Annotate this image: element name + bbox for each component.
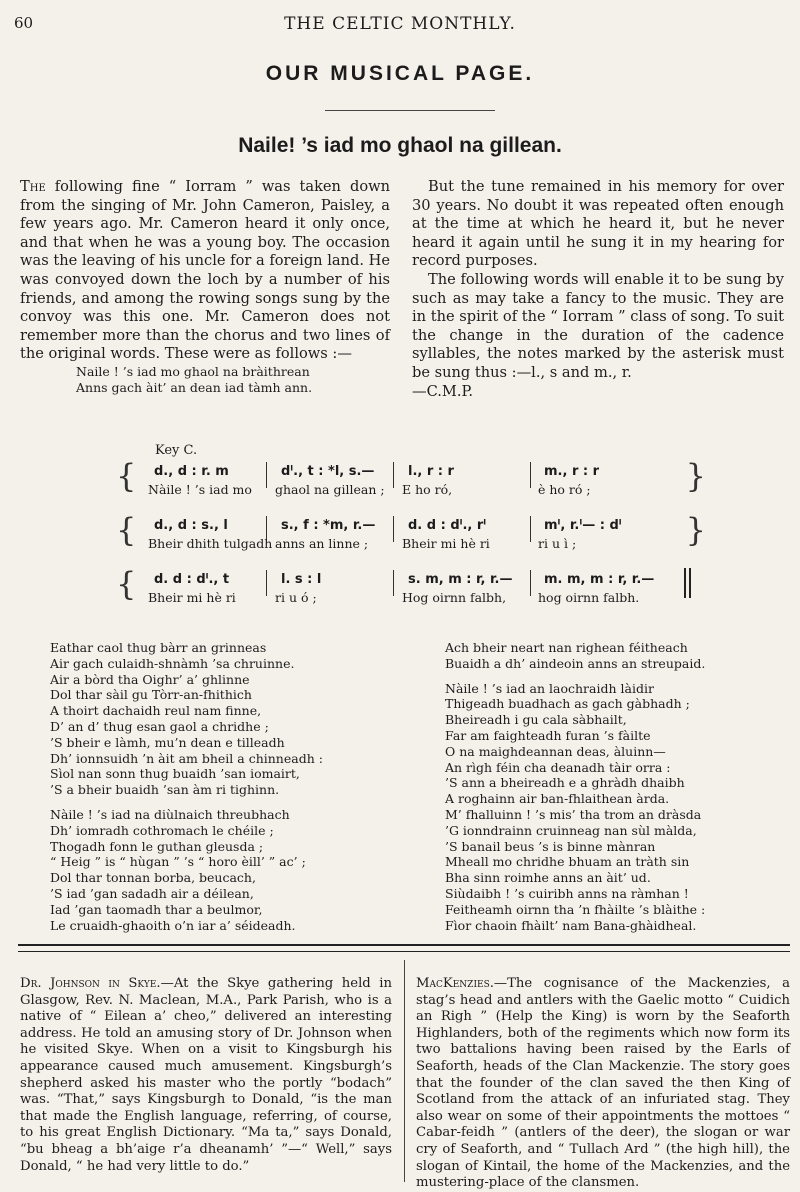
- verse-line: ’S iad ’gan sadadh air a déilean,: [50, 885, 254, 901]
- verse-line: Buaidh a dh’ aindeoin anns an streupaid.: [445, 655, 706, 671]
- signature: —C.M.P.: [412, 382, 473, 400]
- stanza: [445, 681, 785, 934]
- verse-line: Thigeadh buadhach as gach gàbhadh ;: [445, 696, 690, 712]
- music-key: Key C.: [155, 443, 198, 458]
- brace-open: {: [116, 565, 137, 603]
- verse-line: A thoirt dachaidh reul nam finne,: [50, 703, 262, 719]
- sol-fa-notes: l., r : r: [408, 464, 454, 479]
- verse-line: ’S banail beus ’s is binne mànran: [445, 838, 656, 854]
- verse-line: Feitheamh oirnn tha ’n fhàilte ’s blàithe :: [445, 901, 706, 917]
- section-title: OUR MUSICAL PAGE.: [265, 62, 535, 85]
- verse-line: Air gach culaidh-shnàmh ’sa chruinne.: [50, 655, 295, 671]
- verse-line: Fìor chaoin fhàilt’ nam Bana-ghàidheal.: [445, 917, 697, 933]
- verse-line: Dol thar tonnan borba, beucach,: [50, 870, 256, 886]
- intro-paragraph: The following words will enable it to be sung by such as may take a fancy to the music. They are in the spirit of the “ Iorram ” class of song. To suit the change in the duration of the cadence syllables, the notes marked by the asterisk must be sung thus :—l., s and m., r.: [412, 270, 784, 381]
- brace-close: }: [685, 457, 706, 495]
- music-lyrics: ghaol na gillean ;: [275, 482, 385, 497]
- barline: [393, 570, 394, 596]
- quote-line: Anns gach àit’ an dean iad tàmh ann.: [76, 379, 313, 395]
- stanza: [50, 807, 380, 933]
- music-lyrics: Nàile ! ’s iad mo: [148, 482, 252, 497]
- music-lyrics: ri u ó ;: [275, 590, 317, 605]
- sol-fa-notes: m. m, m : r, r.—: [544, 572, 655, 587]
- note-heading: MacKenzies.: [416, 976, 494, 991]
- column-divider: [404, 960, 405, 1182]
- verse-line: Thogadh fonn le guthan gleusda ;: [50, 838, 264, 854]
- verse-line: Nàile ! ’s iad na diùlnaich threubhach: [50, 806, 290, 822]
- verse-line: ’S a bheir buaidh ’san àm ri tighinn.: [50, 782, 280, 798]
- intro-right-column: [412, 178, 784, 401]
- verse-line: D’ an d’ thug esan gaol a chridhe ;: [50, 718, 269, 734]
- intro-left-column: [20, 178, 390, 396]
- final-barline: [684, 568, 686, 598]
- verse-line: Eathar caol thug bàrr an grinneas: [50, 640, 267, 655]
- barline: [266, 570, 267, 596]
- sol-fa-notes: d. d : dˡ., t: [154, 572, 230, 587]
- song-title: Naile! ’s iad mo ghaol na gillean.: [238, 134, 562, 157]
- barline: [530, 570, 531, 596]
- verse-line: Sìol nan sonn thug buaidh ’san iomairt,: [50, 766, 300, 782]
- stanza: [50, 640, 380, 798]
- music-lyrics: Bheir dhith tulgadh: [148, 536, 273, 551]
- brace-open: {: [116, 457, 137, 495]
- verse-line: An rìgh féin cha deanadh tàir orra :: [445, 759, 671, 775]
- page-number: 60: [14, 14, 34, 32]
- verse-line: M’ fhalluinn ! ’s mis’ tha trom an dràsda: [445, 806, 702, 822]
- note-paragraph: [20, 976, 392, 1175]
- verse-line: Dh’ iomradh cothromach le chéile ;: [50, 822, 274, 838]
- verse-line: Le cruaidh-ghaoith o’n iar a’ séideadh.: [50, 917, 296, 933]
- verse-line: ’S bheir e làmh, mu’n dean e tilleadh: [50, 734, 285, 750]
- music-stave: [116, 456, 706, 500]
- barline: [393, 462, 394, 488]
- verse-line: Dol thar sàil gu Tòrr-an-fhithich: [50, 687, 252, 703]
- note-mackenzies: [416, 976, 790, 1192]
- verse-line: ’G ionndrainn cruinneag nan sùl màlda,: [445, 822, 697, 838]
- note-paragraph: [416, 976, 790, 1192]
- running-head: THE CELTIC MONTHLY.: [284, 14, 516, 34]
- music-stave: [116, 510, 706, 554]
- sol-fa-notes: l. s : l: [281, 572, 322, 587]
- note-body: —At the Skye gathering held in Glasgow, Rev. N. Maclean, M.A., Park Parish, who is a native of “ Eilean a’ cheo,” delivered an interesting address. He told an amusing story of Dr. Johnson when he visited Skye. When on a visit to Kingsburgh his appearance caused much amusement. Kingsburgh’s shepherd asked his master who the portly “bodach” was. “That,” says Kingsburgh to Donald, “is the man that made the English language, referring, of course, to his great English Dictionary. “Ma ta,” says Donald, “bu bheag a bh’aige r’a dheanamh’ ”—“ Well,” says Donald, “ he had very little to do.”: [20, 976, 392, 1174]
- brace-open: {: [116, 511, 137, 549]
- sol-fa-notes: dˡ., t : *l, s.—: [281, 464, 375, 479]
- verse-line: Dh’ ionnsuidh ’n àit am bheil a chinneadh :: [50, 750, 323, 766]
- verse-line: Mheall mo chridhe bhuam an tràth sin: [445, 854, 690, 870]
- original-words: [76, 364, 390, 396]
- music-lyrics: anns an linne ;: [275, 536, 369, 551]
- verse-line: A roghainn air ban-fhlaithean àrda.: [445, 791, 670, 807]
- note-johnson: [20, 976, 392, 1175]
- brace-close: }: [685, 511, 706, 549]
- final-barline: [689, 568, 691, 598]
- section-divider: [18, 944, 790, 952]
- music-lyrics: è ho ró ;: [538, 482, 591, 497]
- intro-paragraph: [20, 178, 390, 364]
- verse-line: Air a bòrd tha Oighr’ a’ ghlinne: [50, 671, 250, 687]
- note-body: —The cognisance of the Mackenzies, a stag’s head and antlers with the Gaelic motto “ Cuidich an Righ ” (Help the King) is worn by the Seaforth Highlanders, both of the regiments which now form its two battalions having been raised by the Earls of Seaforth, heads of the Clan Mackenzie. The story goes that the founder of the clan saved the then King of Scotland from the attack of an infuriated stag. They also wear on some of their appointments the mottoes “ Cabar-feidh ” (antlers of the deer), the slogan or war cry of Seaforth, and “ Tullach Ard ” (the high hill), the slogan of Kintail, the home of the Mackenzies, and the mustering-place of the clansmen.: [416, 976, 790, 1191]
- barline: [266, 462, 267, 488]
- verse-line: Ach bheir neart nan righean féitheach: [445, 640, 688, 655]
- music-lyrics: E ho ró,: [402, 482, 453, 497]
- sol-fa-notes: mˡ, r.ˡ— : dˡ: [544, 518, 622, 533]
- title-rule: [325, 110, 495, 111]
- verse-line: ’S ann a bheireadh e a ghràdh dhaibh: [445, 775, 685, 791]
- music-lyrics: hog oirnn falbh.: [538, 590, 640, 605]
- sol-fa-notes: s. m, m : r, r.—: [408, 572, 513, 587]
- verses-left: [50, 640, 380, 942]
- note-heading: Dr. Johnson in Skye.: [20, 976, 161, 991]
- verse-line: Bheireadh i gu cala sàbhailt,: [445, 712, 627, 728]
- music-lyrics: Bheir mi hè ri: [148, 590, 236, 605]
- sol-fa-notes: m., r : r: [544, 464, 600, 479]
- quote-line: Naile ! ’s iad mo ghaol na bràithrean: [76, 363, 310, 379]
- barline: [530, 462, 531, 488]
- music-lyrics: Bheir mi hè ri: [402, 536, 490, 551]
- barline: [530, 516, 531, 542]
- verse-line: Siùdaibh ! ’s cuiribh anns na ràmhan !: [445, 885, 689, 901]
- music-lyrics: Hog oirnn falbh,: [402, 590, 507, 605]
- sol-fa-notes: s., f : *m, r.—: [281, 518, 376, 533]
- intro-paragraph: But the tune remained in his memory for over 30 years. No doubt it was repeated often enough at the time at which he heard it, but he never heard it again until he sung it in my hearing for record purposes.: [412, 178, 784, 270]
- sol-fa-notes: d. d : dˡ., rˡ: [408, 518, 487, 533]
- verses-right: [445, 640, 785, 942]
- music-stave: [116, 564, 706, 608]
- verse-line: Iad ’gan taomadh thar a beulmor,: [50, 901, 263, 917]
- stanza: [445, 640, 785, 672]
- verse-line: “ Heig ” is “ hùgan ” ’s “ horo èill’ ” ac’ ;: [50, 854, 306, 870]
- music-lyrics: ri u ì ;: [538, 536, 577, 551]
- verse-line: Bha sinn roimhe anns an àit’ ud.: [445, 870, 651, 886]
- verse-line: Far am faighteadh furan ’s fàilte: [445, 727, 651, 743]
- sol-fa-notes: d., d : r. m: [154, 464, 229, 479]
- barline: [393, 516, 394, 542]
- intro-lead: The: [20, 178, 46, 195]
- verse-line: Nàile ! ’s iad an laochraidh làidir: [445, 680, 654, 696]
- verse-line: O na maighdeannan deas, àluinn—: [445, 743, 666, 759]
- sol-fa-notes: d., d : s., l: [154, 518, 228, 533]
- intro-body: following fine “ Iorram ” was taken down from the singing of Mr. John Cameron, Paisley, a few years ago. Mr. Cameron heard it only once, and that when he was a young boy. The occasion was the leaving of his uncle for a foreign land. He was convoyed down the loch by a number of his friends, and among the rowing songs sung by the convoy was this one. Mr. Cameron does not remember more than the chorus and two lines of the original words. These were as follows :—: [20, 178, 390, 363]
